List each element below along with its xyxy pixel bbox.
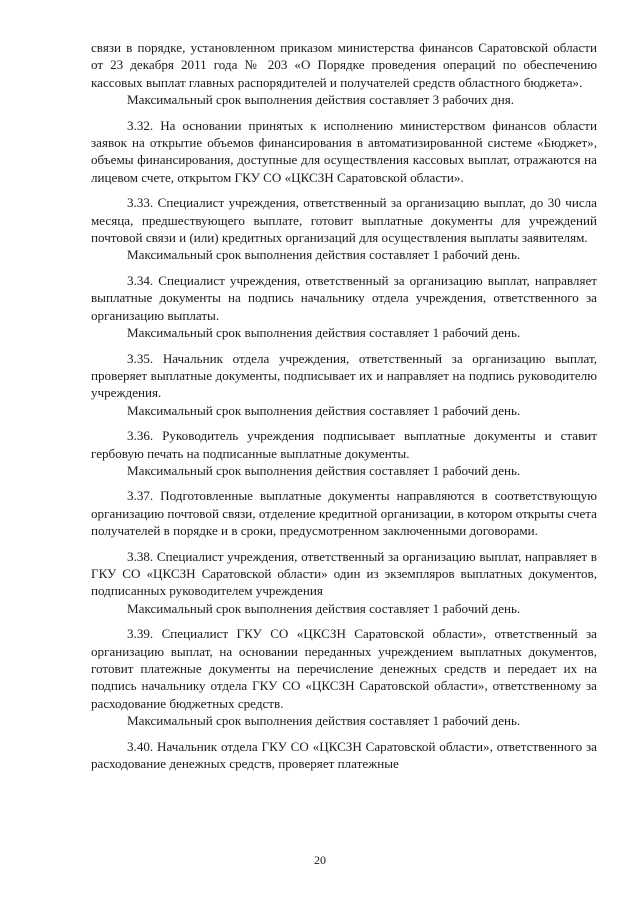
deadline-note: Максимальный срок выполнения действия составляет 3 рабочих дня. (127, 92, 515, 108)
paragraph-text: 3.36. Руководитель учреждения подписывает выплатные документы и ставит гербовую печать на подписанные выплатные документы. (91, 428, 597, 461)
page-number: 20 (314, 853, 326, 867)
paragraph-block-3-40 (91, 738, 597, 773)
deadline-note: Максимальный срок выполнения действия составляет 1 рабочий день. (127, 247, 521, 263)
paragraph-block-3-32 (91, 117, 597, 187)
paragraph-block-3-38 (91, 548, 597, 618)
paragraph-text: 3.39. Специалист ГКУ СО «ЦКСЗН Саратовской области», ответственный за организацию выплат, на основании переданных учреждением выплатных документов, готовит платежные документы на перечисление денежных средств и передает их на подпись начальнику отдела ГКУ СО «ЦКСЗН Саратовской области», ответственному за расходование бюджетных средств. (91, 626, 597, 711)
paragraph-block-3-36 (91, 427, 597, 479)
paragraph-block-3-34 (91, 272, 597, 342)
paragraph-text: 3.32. На основании принятых к исполнению министерством финансов области заявок на открытие объемов финансирования в автоматизированной системе «Бюджет», объемы финансирования, доступные для осуществления кассовых выплат, отражаются на лицевом счете, открытом ГКУ СО «ЦКСЗН Саратовской области». (91, 117, 597, 185)
paragraph-text: 3.37. Подготовленные выплатные документы направляются в соответствующую организацию почтовой связи, отделение кредитной организации, в котором открыты счета получателей в порядке и в сроки, предусмотренном заключенными договорами. (91, 488, 597, 539)
deadline-note: Максимальный срок выполнения действия составляет 1 рабочий день. (127, 713, 521, 729)
paragraph-text: связи в порядке, установленном приказом министерства финансов Саратовской области от 23 декабря 2011 года № 203 «О Порядке проведения операций по обеспечению кассовых выплат главных распорядителей и получателей средств областного бюджета». (91, 40, 597, 90)
deadline-note: Максимальный срок выполнения действия составляет 1 рабочий день. (127, 600, 521, 616)
paragraph-block-3-33 (91, 194, 597, 264)
deadline-note: Максимальный срок выполнения действия составляет 1 рабочий день. (127, 462, 521, 478)
paragraph-text: 3.34. Специалист учреждения, ответственный за организацию выплат, направляет выплатные документы на подпись начальнику отдела учреждения, ответственного за организацию выплаты. (91, 272, 597, 323)
paragraph-block-3-37 (91, 487, 597, 539)
paragraph-text: 3.40. Начальник отдела ГКУ СО «ЦКСЗН Саратовской области», ответственного за расходование денежных средств, проверяет платежные (91, 738, 597, 772)
paragraph-text: 3.35. Начальник отдела учреждения, ответственный за организацию выплат, проверяет выплатные документы, подписывает их и направляет на подпись руководителю учреждения. (91, 350, 597, 401)
paragraph-text: 3.38. Специалист учреждения, ответственный за организацию выплат, направляет в ГКУ СО «ЦКСЗН Саратовской области» один из экземпляров выплатных документов, подписанных руководителем учреждения (91, 548, 597, 599)
paragraph-block-3-39 (91, 625, 597, 729)
paragraph-block-3-31-continuation (91, 39, 597, 109)
deadline-note: Максимальный срок выполнения действия составляет 1 рабочий день. (127, 402, 521, 418)
deadline-note: Максимальный срок выполнения действия составляет 1 рабочий день. (127, 325, 521, 341)
paragraph-block-3-35 (91, 350, 597, 420)
paragraph-text: 3.33. Специалист учреждения, ответственный за организацию выплат, до 30 числа месяца, предшествующего выплате, готовит выплатные документы для учреждений почтовой связи и (или) кредитных организаций для осуществления выплаты заявителям. (91, 195, 597, 246)
